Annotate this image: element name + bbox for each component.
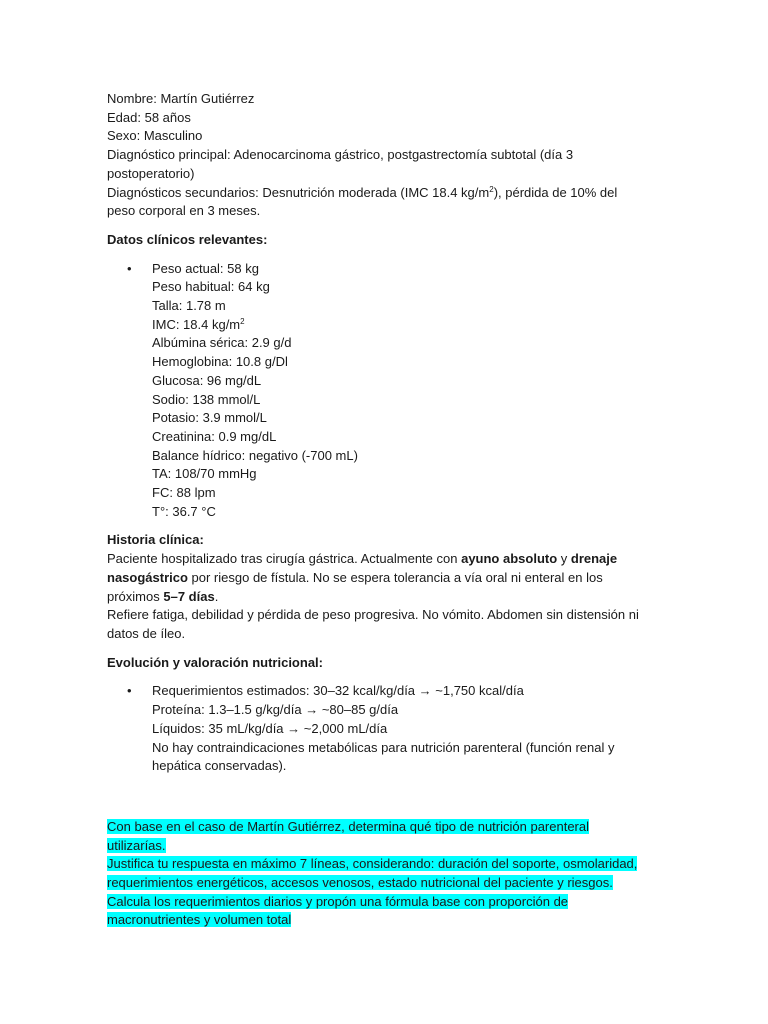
history-line-5: datos de íleo.: [107, 625, 186, 641]
history-bold-days: 5–7 días: [163, 588, 215, 604]
nutritional-evaluation-list: [107, 682, 667, 776]
history-text: por riesgo de fístula. No se espera tolerancia a vía oral ni enteral en los: [187, 569, 603, 585]
secondary-diagnosis-line-1: [107, 184, 667, 203]
list-item-blood-pressure: TA: 108/70 mmHg: [152, 466, 257, 482]
list-item-height: Talla: 1.78 m: [152, 298, 226, 314]
list-item-hemoglobin: Hemoglobina: 10.8 g/Dl: [152, 354, 288, 370]
superscript-2: 2: [489, 184, 494, 194]
patient-age: Edad: 58 años: [107, 109, 191, 125]
task-line-5: [107, 893, 662, 912]
list-item-usual-weight: Peso habitual: 64 kg: [152, 279, 270, 295]
document-page: [107, 90, 667, 930]
history-text: próximos: [107, 588, 164, 604]
history-bold-fasting: ayuno absoluto: [461, 551, 558, 567]
list-item-albumin: Albúmina sérica: 2.9 g/d: [152, 335, 292, 351]
secondary-diagnosis-line-2: peso corporal en 3 meses.: [107, 203, 261, 219]
list-item-bmi: [152, 316, 667, 335]
history-bold-drain: drenaje: [570, 551, 618, 567]
list-item-potassium: Potasio: 3.9 mmol/L: [152, 410, 267, 426]
list-item-creatinine: Creatinina: 0.9 mg/dL: [152, 428, 277, 444]
list-item-temperature: T°: 36.7 °C: [152, 503, 216, 519]
clinical-data-heading: Datos clínicos relevantes:: [107, 231, 268, 247]
contraindications-line-2: hepática conservadas).: [152, 758, 287, 774]
history-text: Paciente hospitalizado tras cirugía gástrica. Actualmente con: [107, 551, 462, 567]
bullet-icon: •: [127, 260, 132, 276]
superscript-2: 2: [240, 316, 245, 326]
clinical-history-heading: Historia clínica:: [107, 532, 204, 548]
clinical-data-list: [107, 260, 667, 522]
list-item-sodium: Sodio: 138 mmol/L: [152, 391, 261, 407]
history-line-4: Refiere fatiga, debilidad y pérdida de peso progresiva. No vómito. Abdomen sin distensión ni: [107, 607, 639, 623]
secondary-diagnosis-text-a: Diagnósticos secundarios: Desnutrición moderada (IMC 18.4 kg/m: [107, 184, 490, 200]
list-item-glucose: Glucosa: 96 mg/dL: [152, 372, 262, 388]
requirement-energy: Requerimientos estimados: 30–32 kcal/kg/día → ~1,750 kcal/día: [152, 683, 524, 699]
task-line-6: [107, 911, 662, 930]
history-bold-nasogastric: nasogástrico: [107, 569, 188, 585]
task-line-4: [107, 874, 662, 893]
patient-name: Nombre: Martín Gutiérrez: [107, 91, 255, 106]
list-item-fluid-balance: Balance hídrico: negativo (-700 mL): [152, 447, 358, 463]
highlighted-text: utilizarías.: [107, 837, 166, 853]
highlighted-text: requerimientos energéticos, accesos venosos, estado nutricional del paciente y riesgos.: [107, 875, 613, 891]
main-diagnosis-line-2: postoperatorio): [107, 165, 195, 181]
bmi-text: IMC: 18.4 kg/m: [152, 316, 241, 332]
patient-sex: Sexo: Masculino: [107, 128, 203, 144]
history-line-2: [107, 569, 667, 588]
main-diagnosis-line-1: Diagnóstico principal: Adenocarcinoma gástrico, postgastrectomía subtotal (día 3: [107, 147, 574, 163]
highlighted-text: Justifica tu respuesta en máximo 7 líneas, considerando: duración del soporte, osmolaridad,: [107, 856, 638, 872]
bullet-icon: •: [127, 683, 132, 699]
history-line-3: [107, 588, 667, 607]
task-line-3: [107, 855, 662, 874]
history-line-1: [107, 550, 667, 569]
history-text: .: [214, 588, 219, 604]
contraindications-line-1: No hay contraindicaciones metabólicas para nutrición parenteral (función renal y: [152, 739, 615, 755]
history-text: y: [557, 551, 571, 567]
task-line-2: [107, 837, 662, 856]
list-item-heart-rate: FC: 88 lpm: [152, 485, 216, 501]
highlighted-text: Calcula los requerimientos diarios y propón una fórmula base con proporción de: [107, 893, 569, 909]
task-instructions: [107, 818, 662, 930]
requirement-protein: Proteína: 1.3–1.5 g/kg/día → ~80–85 g/día: [152, 702, 399, 718]
list-item-weight: Peso actual: 58 kg: [152, 260, 259, 276]
clinical-history-text: [107, 550, 667, 644]
highlighted-text: Con base en el caso de Martín Gutiérrez, determina qué tipo de nutrición parenteral: [107, 818, 589, 834]
highlighted-text: macronutrientes y volumen total: [107, 912, 292, 928]
requirement-fluids: Líquidos: 35 mL/kg/día → ~2,000 mL/día: [152, 720, 388, 736]
task-line-1: [107, 818, 662, 837]
patient-info: [107, 90, 667, 221]
secondary-diagnosis-text-b: ), pérdida de 10% del: [493, 184, 618, 200]
nutritional-evaluation-heading: Evolución y valoración nutricional:: [107, 654, 323, 670]
